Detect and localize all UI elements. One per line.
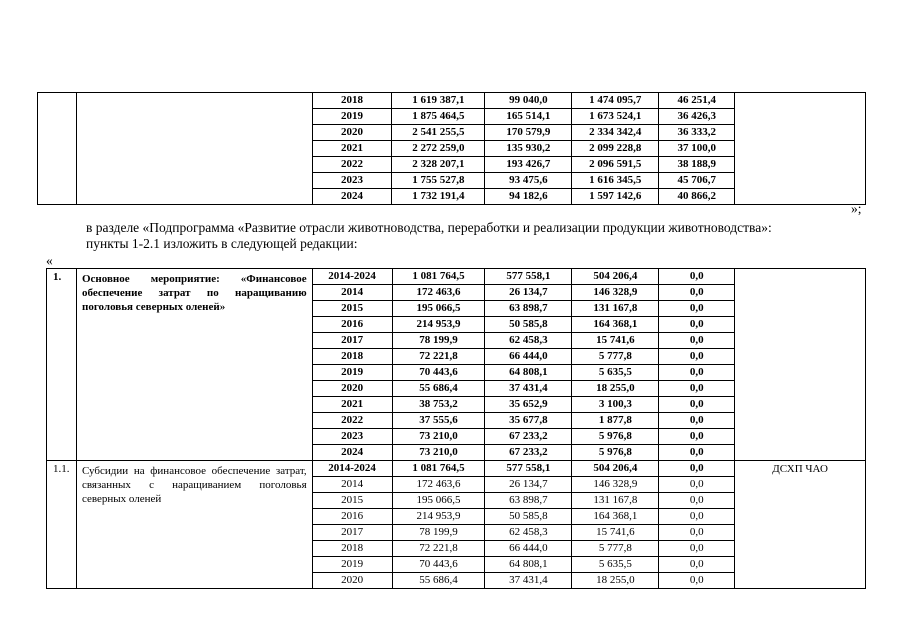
amount-cell: 0,0	[659, 509, 735, 525]
amount-cell: 67 233,2	[485, 445, 572, 461]
amount-cell: 63 898,7	[485, 493, 572, 509]
amount-cell: 15 741,6	[572, 525, 659, 541]
year-cell: 2020	[312, 573, 392, 589]
amount-cell: 577 558,1	[485, 461, 572, 477]
row-number-cell	[38, 93, 77, 205]
year-cell: 2016	[312, 317, 392, 333]
amount-cell: 50 585,8	[485, 509, 572, 525]
year-cell: 2019	[312, 557, 392, 573]
executor-cell: ДСХП ЧАО	[735, 461, 866, 589]
year-cell: 2020	[312, 125, 392, 141]
executor-cell	[735, 269, 866, 461]
amount-cell: 63 898,7	[485, 301, 572, 317]
amount-cell: 5 976,8	[572, 445, 659, 461]
total-cell: 1 081 764,5	[392, 461, 485, 477]
amount-cell: 38 188,9	[659, 157, 735, 173]
total-cell: 1 732 191,4	[392, 189, 485, 205]
amendment-paragraph-line-1: в разделе «Подпрограмма «Развитие отрасли животноводства, переработки и реализации продукции животноводства»:	[86, 220, 772, 235]
total-cell: 1 755 527,8	[392, 173, 485, 189]
amount-cell: 0,0	[659, 557, 735, 573]
amount-cell: 0,0	[659, 525, 735, 541]
total-cell: 72 221,8	[392, 349, 485, 365]
amount-cell: 40 866,2	[659, 189, 735, 205]
year-cell: 2015	[312, 301, 392, 317]
executor-cell	[735, 93, 866, 205]
year-cell: 2014-2024	[312, 461, 392, 477]
amount-cell: 164 368,1	[572, 317, 659, 333]
amount-cell: 66 444,0	[485, 541, 572, 557]
amount-cell: 67 233,2	[485, 429, 572, 445]
amount-cell: 93 475,6	[485, 173, 572, 189]
year-cell: 2024	[312, 445, 392, 461]
amount-cell: 0,0	[659, 573, 735, 589]
amount-cell: 94 182,6	[485, 189, 572, 205]
total-cell: 37 555,6	[392, 413, 485, 429]
amount-cell: 1 474 095,7	[572, 93, 659, 109]
amount-cell: 36 426,3	[659, 109, 735, 125]
amount-cell: 26 134,7	[485, 285, 572, 301]
amount-cell: 36 333,2	[659, 125, 735, 141]
item-description-cell: Основное мероприятие: «Финансовое обеспечение затрат по наращиванию поголовья северных оленей»	[76, 269, 312, 461]
item-number-cell: 1.	[47, 269, 77, 461]
year-cell: 2017	[312, 525, 392, 541]
subprogram-funding-table	[46, 268, 866, 589]
total-cell: 55 686,4	[392, 573, 485, 589]
amount-cell: 0,0	[659, 317, 735, 333]
amount-cell: 35 677,8	[485, 413, 572, 429]
amount-cell: 0,0	[659, 301, 735, 317]
year-cell: 2018	[312, 541, 392, 557]
amount-cell: 37 100,0	[659, 141, 735, 157]
year-cell: 2021	[312, 141, 392, 157]
amount-cell: 146 328,9	[572, 285, 659, 301]
amount-cell: 0,0	[659, 461, 735, 477]
amount-cell: 504 206,4	[572, 461, 659, 477]
total-cell: 172 463,6	[392, 477, 485, 493]
amount-cell: 45 706,7	[659, 173, 735, 189]
amount-cell: 0,0	[659, 477, 735, 493]
amount-cell: 62 458,3	[485, 333, 572, 349]
year-cell: 2015	[312, 493, 392, 509]
amount-cell: 131 167,8	[572, 301, 659, 317]
item-number-cell: 1.1.	[47, 461, 77, 589]
amount-cell: 2 334 342,4	[572, 125, 659, 141]
amount-cell: 64 808,1	[485, 557, 572, 573]
amount-cell: 5 777,8	[572, 349, 659, 365]
amount-cell: 164 368,1	[572, 509, 659, 525]
total-cell: 72 221,8	[392, 541, 485, 557]
amount-cell: 62 458,3	[485, 525, 572, 541]
amount-cell: 135 930,2	[485, 141, 572, 157]
total-cell: 214 953,9	[392, 509, 485, 525]
total-cell: 55 686,4	[392, 381, 485, 397]
closing-quote: »;	[851, 201, 862, 216]
total-cell: 1 875 464,5	[392, 109, 485, 125]
amount-cell: 0,0	[659, 333, 735, 349]
amount-cell: 50 585,8	[485, 317, 572, 333]
total-cell: 214 953,9	[392, 317, 485, 333]
amount-cell: 577 558,1	[485, 269, 572, 285]
amount-cell: 131 167,8	[572, 493, 659, 509]
total-cell: 70 443,6	[392, 365, 485, 381]
table-row	[47, 269, 866, 285]
amount-cell: 0,0	[659, 349, 735, 365]
amount-cell: 37 431,4	[485, 573, 572, 589]
year-cell: 2022	[312, 157, 392, 173]
total-cell: 195 066,5	[392, 493, 485, 509]
year-cell: 2019	[312, 365, 392, 381]
amount-cell: 26 134,7	[485, 477, 572, 493]
amount-cell: 18 255,0	[572, 573, 659, 589]
amount-cell: 35 652,9	[485, 397, 572, 413]
total-cell: 172 463,6	[392, 285, 485, 301]
amount-cell: 0,0	[659, 429, 735, 445]
funding-table-body	[38, 93, 866, 205]
amount-cell: 66 444,0	[485, 349, 572, 365]
table-row	[38, 93, 866, 109]
amount-cell: 1 616 345,5	[572, 173, 659, 189]
year-cell: 2019	[312, 109, 392, 125]
amount-cell: 0,0	[659, 365, 735, 381]
item-description-cell: Субсидии на финансовое обеспечение затрат, связанных с наращиванием поголовья северных оленей	[76, 461, 312, 589]
amount-cell: 15 741,6	[572, 333, 659, 349]
total-cell: 1 619 387,1	[392, 93, 485, 109]
amount-cell: 0,0	[659, 381, 735, 397]
amount-cell: 3 100,3	[572, 397, 659, 413]
year-cell: 2014	[312, 477, 392, 493]
year-cell: 2014-2024	[312, 269, 392, 285]
total-cell: 78 199,9	[392, 525, 485, 541]
total-cell: 2 328 207,1	[392, 157, 485, 173]
year-cell: 2018	[312, 93, 392, 109]
amount-cell: 2 099 228,8	[572, 141, 659, 157]
total-cell: 73 210,0	[392, 429, 485, 445]
total-cell: 1 081 764,5	[392, 269, 485, 285]
amount-cell: 5 635,5	[572, 365, 659, 381]
amount-cell: 0,0	[659, 285, 735, 301]
amount-cell: 64 808,1	[485, 365, 572, 381]
total-cell: 2 272 259,0	[392, 141, 485, 157]
amount-cell: 0,0	[659, 397, 735, 413]
amount-cell: 5 635,5	[572, 557, 659, 573]
amount-cell: 0,0	[659, 493, 735, 509]
year-cell: 2018	[312, 349, 392, 365]
amount-cell: 5 976,8	[572, 429, 659, 445]
amount-cell: 37 431,4	[485, 381, 572, 397]
year-cell: 2024	[312, 189, 392, 205]
amount-cell: 0,0	[659, 445, 735, 461]
year-cell: 2023	[312, 173, 392, 189]
amount-cell: 0,0	[659, 541, 735, 557]
amount-cell: 170 579,9	[485, 125, 572, 141]
total-cell: 78 199,9	[392, 333, 485, 349]
table-row	[47, 461, 866, 477]
amount-cell: 99 040,0	[485, 93, 572, 109]
subprogram-table-body	[47, 269, 866, 589]
funding-table-continuation	[37, 92, 866, 205]
total-cell: 70 443,6	[392, 557, 485, 573]
year-cell: 2016	[312, 509, 392, 525]
amount-cell: 0,0	[659, 269, 735, 285]
total-cell: 38 753,2	[392, 397, 485, 413]
year-cell: 2023	[312, 429, 392, 445]
year-cell: 2017	[312, 333, 392, 349]
amount-cell: 193 426,7	[485, 157, 572, 173]
total-cell: 2 541 255,5	[392, 125, 485, 141]
amount-cell: 18 255,0	[572, 381, 659, 397]
amount-cell: 46 251,4	[659, 93, 735, 109]
amount-cell: 165 514,1	[485, 109, 572, 125]
amount-cell: 0,0	[659, 413, 735, 429]
year-cell: 2021	[312, 397, 392, 413]
year-cell: 2014	[312, 285, 392, 301]
amount-cell: 1 673 524,1	[572, 109, 659, 125]
total-cell: 195 066,5	[392, 301, 485, 317]
amount-cell: 2 096 591,5	[572, 157, 659, 173]
year-cell: 2022	[312, 413, 392, 429]
total-cell: 73 210,0	[392, 445, 485, 461]
opening-quote: «	[46, 253, 53, 268]
year-cell: 2020	[312, 381, 392, 397]
amount-cell: 5 777,8	[572, 541, 659, 557]
amount-cell: 1 877,8	[572, 413, 659, 429]
description-cell	[76, 93, 312, 205]
amount-cell: 504 206,4	[572, 269, 659, 285]
amount-cell: 1 597 142,6	[572, 189, 659, 205]
amount-cell: 146 328,9	[572, 477, 659, 493]
amendment-paragraph-line-2: пункты 1-2.1 изложить в следующей редакции:	[86, 236, 358, 251]
